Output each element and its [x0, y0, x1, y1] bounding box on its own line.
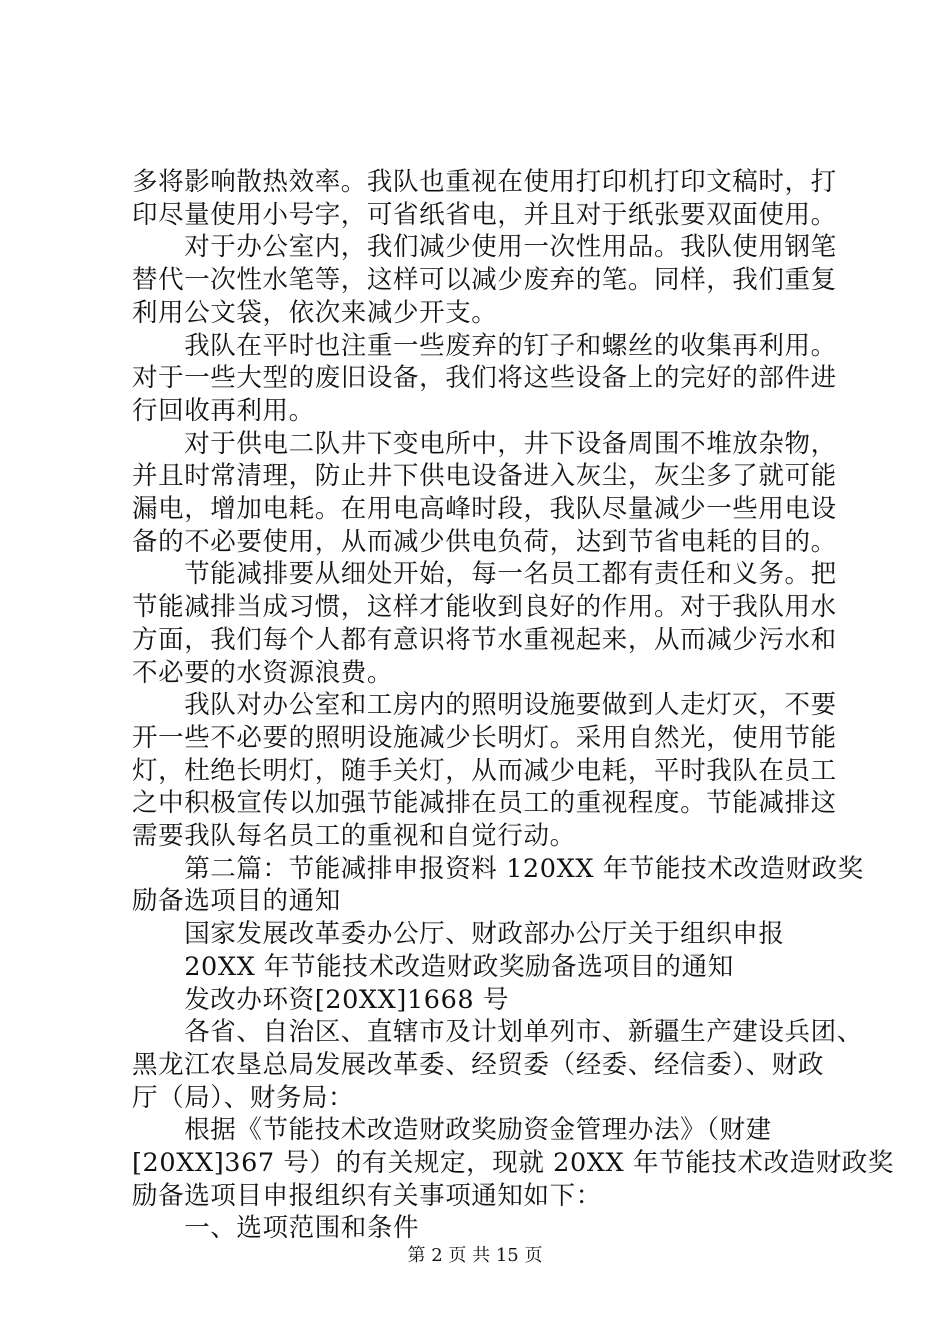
text-line: 第二篇：节能减排申报资料 120XX 年节能技术改造财政奖 — [132, 853, 864, 884]
page-footer: 第 2 页 共 15 页 — [407, 1245, 543, 1266]
text-line: 漏电，增加电耗。在用电高峰时段，我队尽量减少一些用电设 — [132, 494, 837, 524]
text-line: 国家发展改革委办公厅、财政部办公厅关于组织申报 — [132, 919, 785, 950]
text-line: 发改办环资[20XX]1668 号 — [132, 984, 510, 1015]
text-line: 一、选项范围和条件 — [132, 1213, 420, 1244]
text-line: 黑龙江农垦总局发展改革委、经贸委（经委、经信委）、财政 — [132, 1049, 824, 1080]
text-line: 我队对办公室和工房内的照明设施要做到人走灯灭，不要 — [132, 690, 837, 721]
text-line: 各省、自治区、直辖市及计划单列市、新疆生产建设兵团、 — [132, 1017, 863, 1048]
text-line: 我队在平时也注重一些废弃的钉子和螺丝的收集再利用。 — [132, 330, 837, 361]
text-line: 开一些不必要的照明设施减少长明灯。采用自然光，使用节能 — [132, 722, 837, 753]
text-line: 利用公文袋，依次来减少开支。 — [132, 297, 498, 328]
text-line: 励备选项目申报组织有关事项通知如下： — [132, 1180, 602, 1211]
text-line: 不必要的水资源浪费。 — [132, 657, 394, 688]
text-line: 灯，杜绝长明灯，随手关灯，从而减少电耗，平时我队在员工 — [132, 755, 837, 786]
text-line: 对于供电二队井下变电所中，井下设备周围不堆放杂物， — [132, 428, 837, 459]
text-line: 需要我队每名员工的重视和自觉行动。 — [132, 821, 576, 851]
text-line: 替代一次性水笔等，这样可以减少废弃的笔。同样，我们重复 — [132, 265, 837, 296]
text-line: 节能减排要从细处开始，每一名员工都有责任和义务。把 — [132, 559, 837, 590]
text-line: 励备选项目的通知 — [132, 886, 341, 917]
text-line: 20XX 年节能技术改造财政奖励备选项目的通知 — [132, 951, 734, 982]
text-line: 行回收再利用。 — [132, 395, 315, 426]
text-line: 根据《节能技术改造财政奖励资金管理办法》（财建 — [132, 1115, 772, 1146]
text-line: 厅（局）、财务局： — [132, 1082, 355, 1113]
text-line: 对于办公室内，我们减少使用一次性用品。我队使用钢笔 — [132, 232, 837, 263]
text-line: 之中积极宣传以加强节能减排在员工的重视程度。节能减排这 — [132, 788, 837, 819]
text-line: 方面，我们每个人都有意识将节水重视起来，从而减少污水和 — [132, 624, 837, 655]
text-line: 节能减排当成习惯，这样才能收到良好的作用。对于我队用水 — [132, 592, 837, 623]
text-line: [20XX]367 号）的有关规定，现就 20XX 年节能技术改造财政奖 — [132, 1148, 894, 1178]
text-line: 对于一些大型的废旧设备，我们将这些设备上的完好的部件进 — [132, 363, 837, 394]
text-line: 并且时常清理，防止井下供电设备进入灰尘，灰尘多了就可能 — [132, 461, 837, 492]
text-line: 多将影响散热效率。我队也重视在使用打印机打印文稿时，打 — [132, 167, 837, 197]
text-line: 备的不必要使用，从而减少供电负荷，达到节省电耗的目的。 — [132, 526, 837, 557]
text-line: 印尽量使用小号字，可省纸省电，并且对于纸张要双面使用。 — [132, 199, 837, 230]
